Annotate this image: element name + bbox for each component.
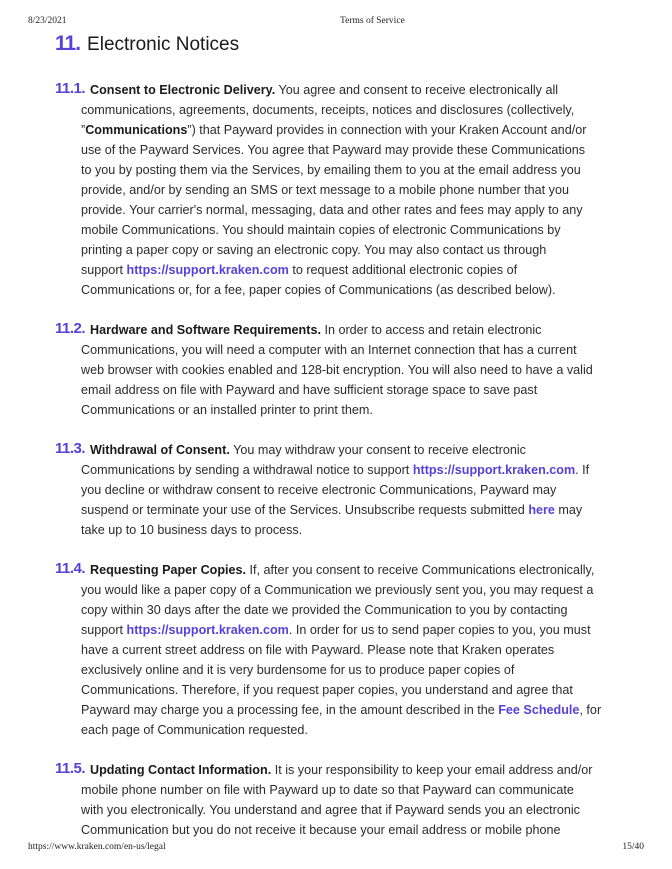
clause-line: mobile phone number on file with Payward up to date so that Payward can communicate xyxy=(81,783,574,797)
print-title: Terms of Service xyxy=(340,16,405,26)
clause-heading: Withdrawal of Consent. xyxy=(90,443,230,457)
support-link[interactable]: https://support.kraken.com xyxy=(126,623,289,637)
clause-number: 11.1. xyxy=(55,80,86,97)
clause-line: support https://support.kraken.com to request additional electronic copies of xyxy=(81,263,518,277)
clause-line: ”Communications”) that Payward provides in connection with your Kraken Account and/or xyxy=(81,123,587,137)
clause-line: copy within 30 days after the date we provided the Communication to you by contacting xyxy=(81,603,568,617)
clause-line: exclusively online and it is very burdensome for us to produce paper copies of xyxy=(81,663,515,677)
clause-line: Communication but you do not receive it because your email address or mobile phone xyxy=(81,823,561,837)
print-url: https://www.kraken.com/en-us/legal xyxy=(28,842,166,852)
clause-line: Communications, you will need a computer with an Internet connection that has a current xyxy=(81,343,577,357)
clause-line: to you by posting them via the Services, by emailing them to you at the email address you xyxy=(81,163,581,177)
clause-line: you decline or withdraw consent to receive electronic Communications, Payward may xyxy=(81,483,557,497)
document-body xyxy=(55,80,615,860)
clause-line: you would like a paper copy of a Communication we previously sent you, you may request a xyxy=(81,583,594,597)
clause-line: mobile Communications. You should maintain copies of electronic Communications by xyxy=(81,223,561,237)
clause-line: provide, and/or by sending an SMS or text message to a mobile phone number that you xyxy=(81,183,569,197)
clause-line: communications, agreements, documents, receipts, notices and disclosures (collectively, xyxy=(81,103,575,117)
clause-heading: Consent to Electronic Delivery. xyxy=(90,83,276,97)
clause-line: have a current street address on file with Payward. Please note that Kraken operates xyxy=(81,643,555,657)
clause-line: Withdrawal of Consent. You may withdraw your consent to receive electronic xyxy=(90,443,526,457)
clause-line: email address on file with Payward and have sufficient storage space to save past xyxy=(81,383,538,397)
clause-line: provide. Your carrier's normal, messaging, data and other rates and fees may apply to any xyxy=(81,203,583,217)
bold-term: Communications xyxy=(85,123,188,137)
clause-line: web browser with cookies enabled and 128-bit encryption. You will also need to have a valid xyxy=(81,363,593,377)
clause-heading: Updating Contact Information. xyxy=(90,763,272,777)
clause-line: Hardware and Software Requirements. In order to access and retain electronic xyxy=(90,323,542,337)
clause-line: Communications or an installed printer to print them. xyxy=(81,403,373,417)
clause-line: Communications. Therefore, if you request paper copies, you understand and agree that xyxy=(81,683,573,697)
clause-line: Payward may charge you a processing fee, in the amount described in the Fee Schedule, for xyxy=(81,703,602,717)
clause-line: support https://support.kraken.com. In order for us to send paper copies to you, you must xyxy=(81,623,591,637)
clause-number: 11.5. xyxy=(55,760,86,777)
clause-line: suspend or terminate your use of the Services. Unsubscribe requests submitted here may xyxy=(81,503,583,517)
clause-11-2 xyxy=(55,320,615,420)
clause-number: 11.4. xyxy=(55,560,86,577)
clause-11-5 xyxy=(55,760,615,840)
clause-line: Updating Contact Information. It is your responsibility to keep your email address and/or xyxy=(90,763,593,777)
support-link[interactable]: https://support.kraken.com xyxy=(412,463,576,477)
clause-number: 11.2. xyxy=(55,320,86,337)
fee-schedule-link[interactable]: Fee Schedule xyxy=(498,703,580,717)
clause-11-1 xyxy=(55,80,615,300)
section-title xyxy=(55,32,239,56)
print-date: 8/23/2021 xyxy=(28,16,67,26)
clause-heading: Hardware and Software Requirements. xyxy=(90,323,321,337)
page-number: 15/40 xyxy=(622,842,644,852)
clause-11-3 xyxy=(55,440,615,540)
section-number: 11. xyxy=(55,32,81,55)
clause-line: Communications or, for a fee, paper copies of Communications (as described below). xyxy=(81,283,556,297)
unsubscribe-here-link[interactable]: here xyxy=(528,503,555,517)
clause-line: Requesting Paper Copies. If, after you consent to receive Communications electronically, xyxy=(90,563,595,577)
clause-line: printing a paper copy or saving an electronic copy. You may also contact us through xyxy=(81,243,547,257)
clause-11-4 xyxy=(55,560,615,740)
clause-line: Consent to Electronic Delivery. You agree and consent to receive electronically all xyxy=(90,83,559,97)
clause-line: Communications by sending a withdrawal notice to support https://support.kraken.com. If xyxy=(81,463,590,477)
clause-number: 11.3. xyxy=(55,440,86,457)
clause-line: take up to 10 business days to process. xyxy=(81,523,303,537)
support-link[interactable]: https://support.kraken.com xyxy=(126,263,289,277)
clause-line: use of the Payward Services. You agree that Payward may provide these Communications xyxy=(81,143,586,157)
clause-line: with you electronically. You understand and agree that if Payward sends you an electronic xyxy=(81,803,580,817)
clause-line: each page of Communication requested. xyxy=(81,723,308,737)
section-heading: Electronic Notices xyxy=(87,34,240,55)
clause-heading: Requesting Paper Copies. xyxy=(90,563,247,577)
